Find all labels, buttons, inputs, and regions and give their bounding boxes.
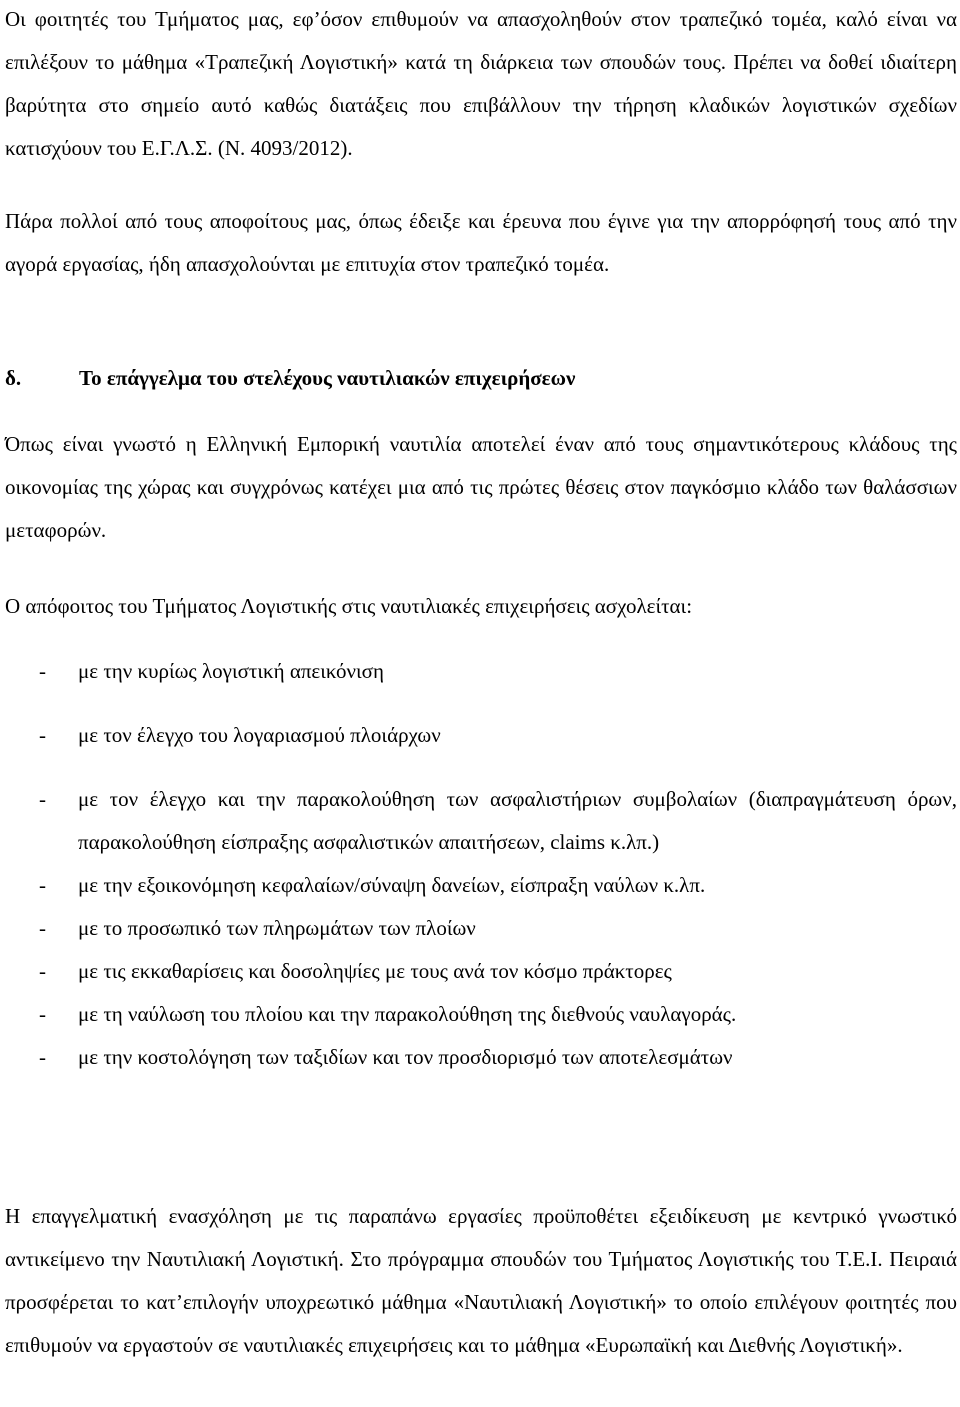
list-item: [5, 993, 957, 1036]
paragraph-graduates-employment: Πάρα πολλοί από τους αποφοίτους μας, όπως έδειξε και έρευνα που έγινε για την απορρόφησή τους από την αγορά εργασίας, ήδη απασχολούνται με επιτυχία στον τραπεζικό τομέα.: [5, 209, 957, 276]
paragraph-banking-sector: Οι φοιτητές του Τμήματος μας, εφ’όσον επιθυμούν να απασχοληθούν στον τραπεζικό τομέα, καλό είναι να επιλέξουν το μάθημα «Τραπεζική Λογιστική» κατά τη διάρκεια των σπουδών τους. Πρέπει να δοθεί ιδιαίτερη βαρύτητα στο σημείο αυτό καθώς διατάξεις που επιβάλλουν την τήρηση κλαδικών λογιστικών σχεδίων κατισχύουν του Ε.Γ.Λ.Σ. (Ν. 4093/2012).: [5, 7, 957, 160]
list-item-text: με την κοστολόγηση των ταξιδίων και τον προσδιορισμό των αποτελεσμάτων: [78, 1045, 733, 1069]
list-item: [5, 714, 957, 757]
list-item-text: με το προσωπικό των πληρωμάτων των πλοίων: [78, 916, 476, 940]
list-item-text: με τον έλεγχο του λογαριασμού πλοιάρχων: [78, 723, 441, 747]
list-item-text: με τον έλεγχο και την παρακολούθηση των ασφαλιστήριων συμβολαίων (διαπραγμάτευση όρων, παρακολούθηση είσπραξης ασφαλιστικών απαιτήσεων, claims κ.λπ.): [78, 787, 957, 854]
section-number: δ.: [5, 366, 22, 390]
list-bullet: -: [39, 787, 46, 811]
list-item: [5, 864, 957, 907]
list-item: [5, 907, 957, 950]
list-item: [5, 778, 957, 864]
list-item-text: με τις εκκαθαρίσεις και δοσοληψίες με τους ανά τον κόσμο πράκτορες: [78, 959, 672, 983]
list-item-text: με την κυρίως λογιστική απεικόνιση: [78, 659, 384, 683]
list-bullet: -: [39, 659, 46, 683]
list-bullet: -: [39, 1002, 46, 1026]
list-bullet: -: [39, 1045, 46, 1069]
paragraph-graduate-duties-intro: Ο απόφοιτος του Τμήματος Λογιστικής στις ναυτιλιακές επιχειρήσεις ασχολείται:: [5, 594, 693, 618]
list-item: [5, 950, 957, 993]
list-bullet: -: [39, 916, 46, 940]
section-heading: [5, 357, 957, 400]
section-title: Το επάγγελμα του στελέχους ναυτιλιακών επιχειρήσεων: [79, 366, 576, 390]
paragraph-shipping-accounting-course: Η επαγγελματική ενασχόληση με τις παραπάνω εργασίες προϋποθέτει εξειδίκευση με κεντρικό γνωστικό αντικείμενο την Ναυτιλιακή Λογιστική. Στο πρόγραμμα σπουδών του Τμήματος Λογιστικής του Τ.Ε.Ι. Πειραιά προσφέρεται το κατ’επιλογήν υποχρεωτικό μάθημα «Ναυτιλιακή Λογιστική» το οποίο επιλέγουν φοιτητές που επιθυμούν να εργαστούν σε ναυτιλιακές επιχειρήσεις και το μάθημα «Ευρωπαϊκή και Διεθνής Λογιστική».: [5, 1204, 957, 1357]
list-item: [5, 650, 957, 693]
list-bullet: -: [39, 873, 46, 897]
list-item-text: με την εξοικονόμηση κεφαλαίων/σύναψη δανείων, είσπραξη ναύλων κ.λπ.: [78, 873, 706, 897]
list-bullet: -: [39, 723, 46, 747]
duties-list: [5, 650, 957, 1079]
list-item-text: με τη ναύλωση του πλοίου και την παρακολούθηση της διεθνούς ναυλαγοράς.: [78, 1002, 737, 1026]
list-item: [5, 1036, 957, 1079]
list-bullet: -: [39, 959, 46, 983]
paragraph-greek-shipping: Όπως είναι γνωστό η Ελληνική Εμπορική ναυτιλία αποτελεί έναν από τους σημαντικότερους κλάδους της οικονομίας της χώρας και συγχρόνως κατέχει μια από τις πρώτες θέσεις στον παγκόσμιο κλάδο των θαλάσσιων μεταφορών.: [5, 432, 957, 542]
